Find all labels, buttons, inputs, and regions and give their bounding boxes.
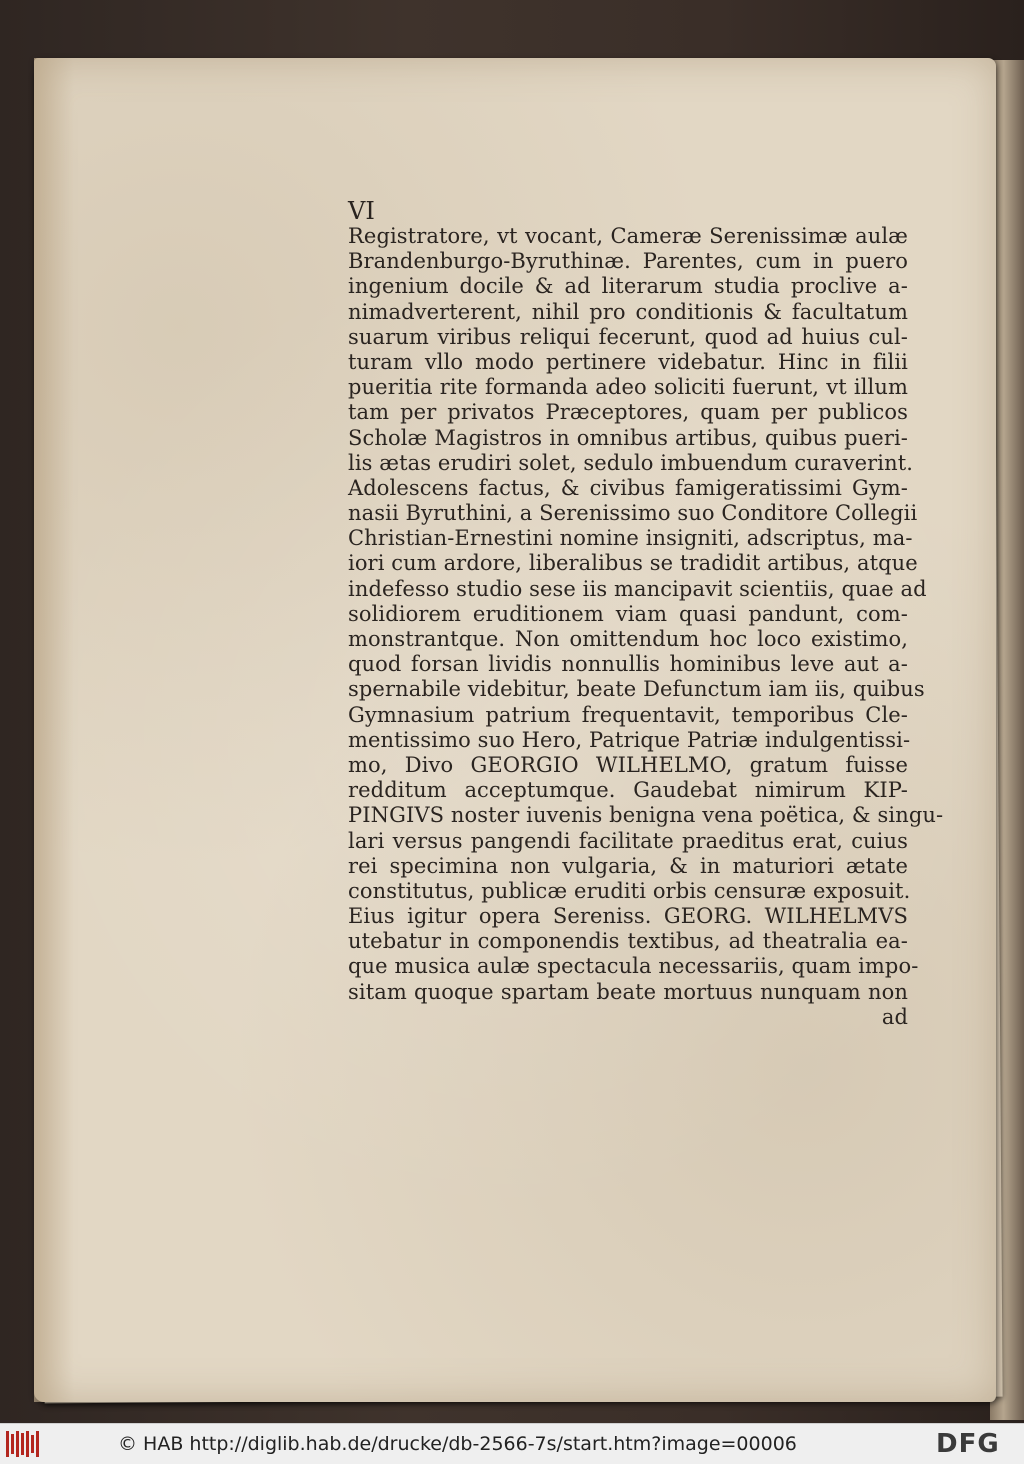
text-line: Eius igitur opera Sereniss. GEORG. WILHELMVS <box>348 904 908 929</box>
text-line: monstrantque. Non omittendum hoc loco existimo, <box>348 627 908 651</box>
text-line: solidiorem eruditionem viam quasi pandunt, com- <box>348 601 908 626</box>
text-line: rei specimina non vulgaria, & in maturiori ætate <box>348 853 908 878</box>
text-line: sitam quoque spartam beate mortuus nunquam non <box>348 979 908 1004</box>
page-text-block <box>348 197 944 1030</box>
text-line: constitutus, publicæ eruditi orbis censuræ exposuit. <box>348 878 911 903</box>
text-line: Registratore, vt vocant, Cameræ Serenissimæ aulæ <box>348 224 908 248</box>
text-line: Brandenburgo-Byruthinæ. Parentes, cum in puero <box>348 249 908 274</box>
text-line: Gymnasium patrium frequentavit, temporibus Cle- <box>348 702 908 727</box>
page-edge-shadow <box>34 58 74 1402</box>
dfg-logo: DFG <box>936 1429 1000 1459</box>
text-line: tam per privatos Præceptores, quam per publicos <box>348 400 908 425</box>
text-line: mo, Divo GEORGIO WILHELMO, gratum fuisse <box>348 752 908 777</box>
text-line: redditum acceptumque. Gaudebat nimirum KIP- <box>348 778 908 803</box>
text-line: nasii Byruthini, a Serenissimo suo Conditore Collegii <box>348 501 918 526</box>
text-line: Adolescens factus, & civibus famigeratissimi Gym- <box>348 475 908 500</box>
text-line: spernabile videbitur, beate Defunctum iam iis, quibus <box>348 677 925 702</box>
page-number: VI <box>348 197 375 225</box>
text-line: iori cum ardore, liberalibus se tradidit artibus, atque <box>348 551 918 576</box>
copyright-link[interactable]: © HAB http://diglib.hab.de/drucke/db-2566-7s/start.htm?image=00006 <box>118 1433 797 1455</box>
text-line: PINGIVS noster iuvenis benigna vena poëtica, & singu- <box>348 803 944 828</box>
text-line: lis ætas erudiri solet, sedulo imbuendum curaverint. <box>348 450 914 475</box>
text-line: Scholæ Magistros in omnibus artibus, quibus pueri- <box>348 425 908 450</box>
catchword: ad <box>881 1004 908 1029</box>
text-line: pueritia rite formanda adeo soliciti fuerunt, vt illum <box>348 375 908 400</box>
text-line: mentissimo suo Hero, Patrique Patriæ indulgentissi- <box>348 727 911 752</box>
text-line: ingenium docile & ad literarum studia proclive a- <box>348 274 908 299</box>
text-line: turam vllo modo pertinere videbatur. Hinc in filii <box>348 349 908 374</box>
text-line: suarum viribus reliqui fecerunt, quod ad huius cul- <box>348 324 908 349</box>
text-line: utebatur in componendis textibus, ad theatralia ea- <box>348 929 908 954</box>
hab-logo-icon <box>6 1431 40 1457</box>
text-line: indefesso studio sese iis mancipavit scientiis, quae ad <box>348 576 927 601</box>
text-line: lari versus pangendi facilitate praeditus erat, cuius <box>348 828 908 853</box>
text-line: Christian-Ernestini nomine insigniti, adscriptus, ma- <box>348 526 913 551</box>
viewer-footer <box>0 1423 1024 1464</box>
text-line: que musica aulæ spectacula necessariis, quam impo- <box>348 954 919 979</box>
text-line: nimadverterent, nihil pro conditionis & facultatum <box>348 299 908 324</box>
text-line: quod forsan lividis nonnullis hominibus leve aut a- <box>348 652 908 677</box>
